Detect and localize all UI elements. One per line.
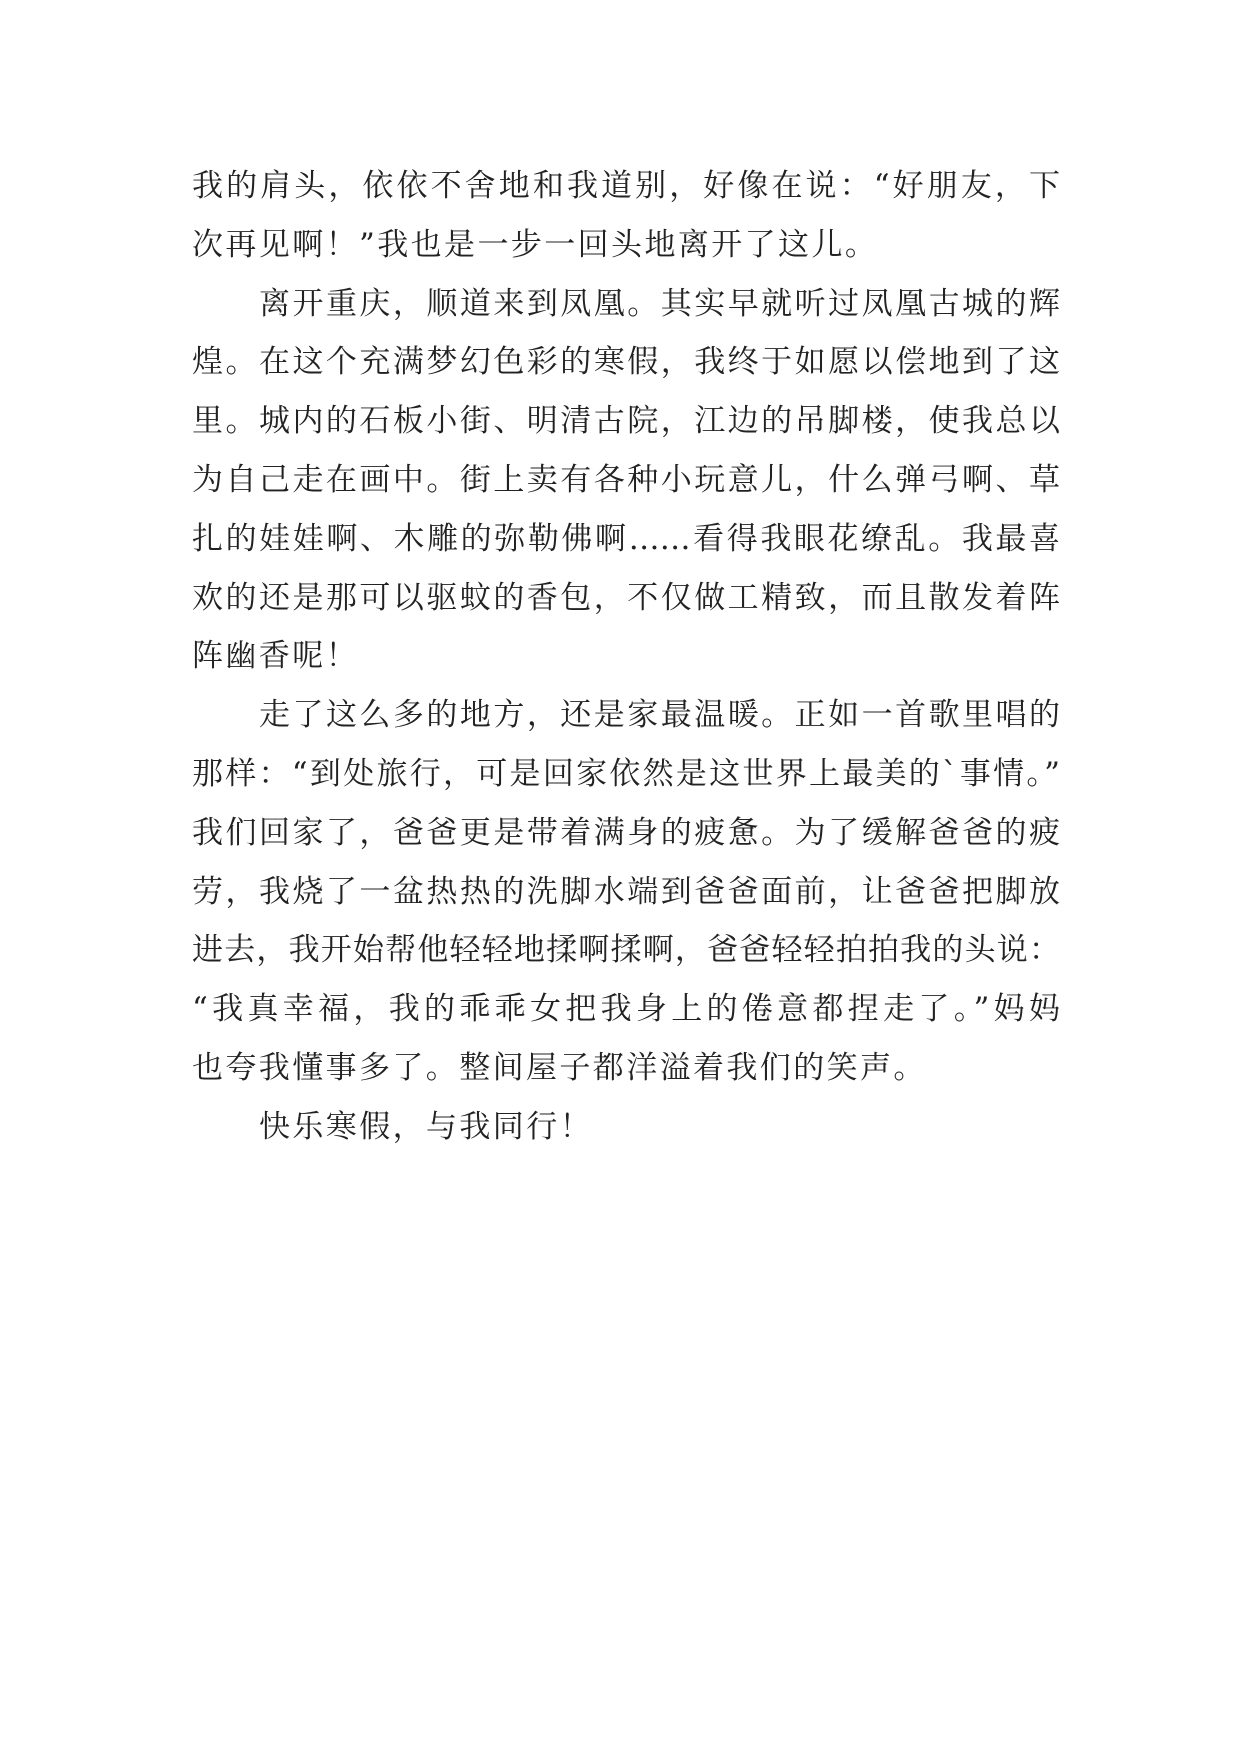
text-line: 那样：“到处旅行，可是回家依然是这世界上最美的`事情。” — [192, 755, 1060, 792]
text-line: 我的肩头，依依不舍地和我道别，好像在说：“好朋友，下 — [192, 168, 1060, 204]
text-line: 走了这么多的地方，还是家最温暖。正如一首歌里唱的 — [259, 697, 1060, 734]
text-line: 劳，我烧了一盆热热的洗脚水端到爸爸面前，让爸爸把脚放 — [192, 873, 1060, 910]
text-line: 阵幽香呢！ — [192, 638, 359, 675]
text-line: 进去，我开始帮他轻轻地揉啊揉啊，爸爸轻轻拍拍我的头说： — [192, 932, 1060, 969]
text-line: 欢的还是那可以驱蚊的香包，不仅做工精致，而且散发着阵 — [192, 579, 1060, 616]
text-line: 里。城内的石板小街、明清古院，江边的吊脚楼，使我总以 — [192, 403, 1060, 440]
text-line: 为自己走在画中。街上卖有各种小玩意儿，什么弹弓啊、草 — [192, 461, 1060, 498]
text-line: 我们回家了，爸爸更是带着满身的疲惫。为了缓解爸爸的疲 — [192, 814, 1060, 851]
text-line: 煌。在这个充满梦幻色彩的寒假，我终于如愿以偿地到了这 — [192, 344, 1060, 381]
paragraph — [192, 157, 1060, 275]
paragraph — [192, 275, 1060, 687]
text-line: 离开重庆，顺道来到凤凰。其实早就听过凤凰古城的辉 — [259, 285, 1060, 322]
paragraph — [192, 1098, 1060, 1157]
paragraph — [192, 686, 1060, 1098]
body-text — [192, 157, 1060, 1157]
text-line: 快乐寒假，与我同行！ — [259, 1108, 593, 1145]
text-line: 扎的娃娃啊、木雕的弥勒佛啊……看得我眼花缭乱。我最喜 — [192, 520, 1060, 557]
text-line: “我真幸福，我的乖乖女把我身上的倦意都捏走了。”妈妈 — [192, 991, 1060, 1028]
text-line: 次再见啊！”我也是一步一回头地离开了这儿。 — [192, 226, 879, 263]
text-line: 也夸我懂事多了。整间屋子都洋溢着我们的笑声。 — [192, 1049, 927, 1086]
